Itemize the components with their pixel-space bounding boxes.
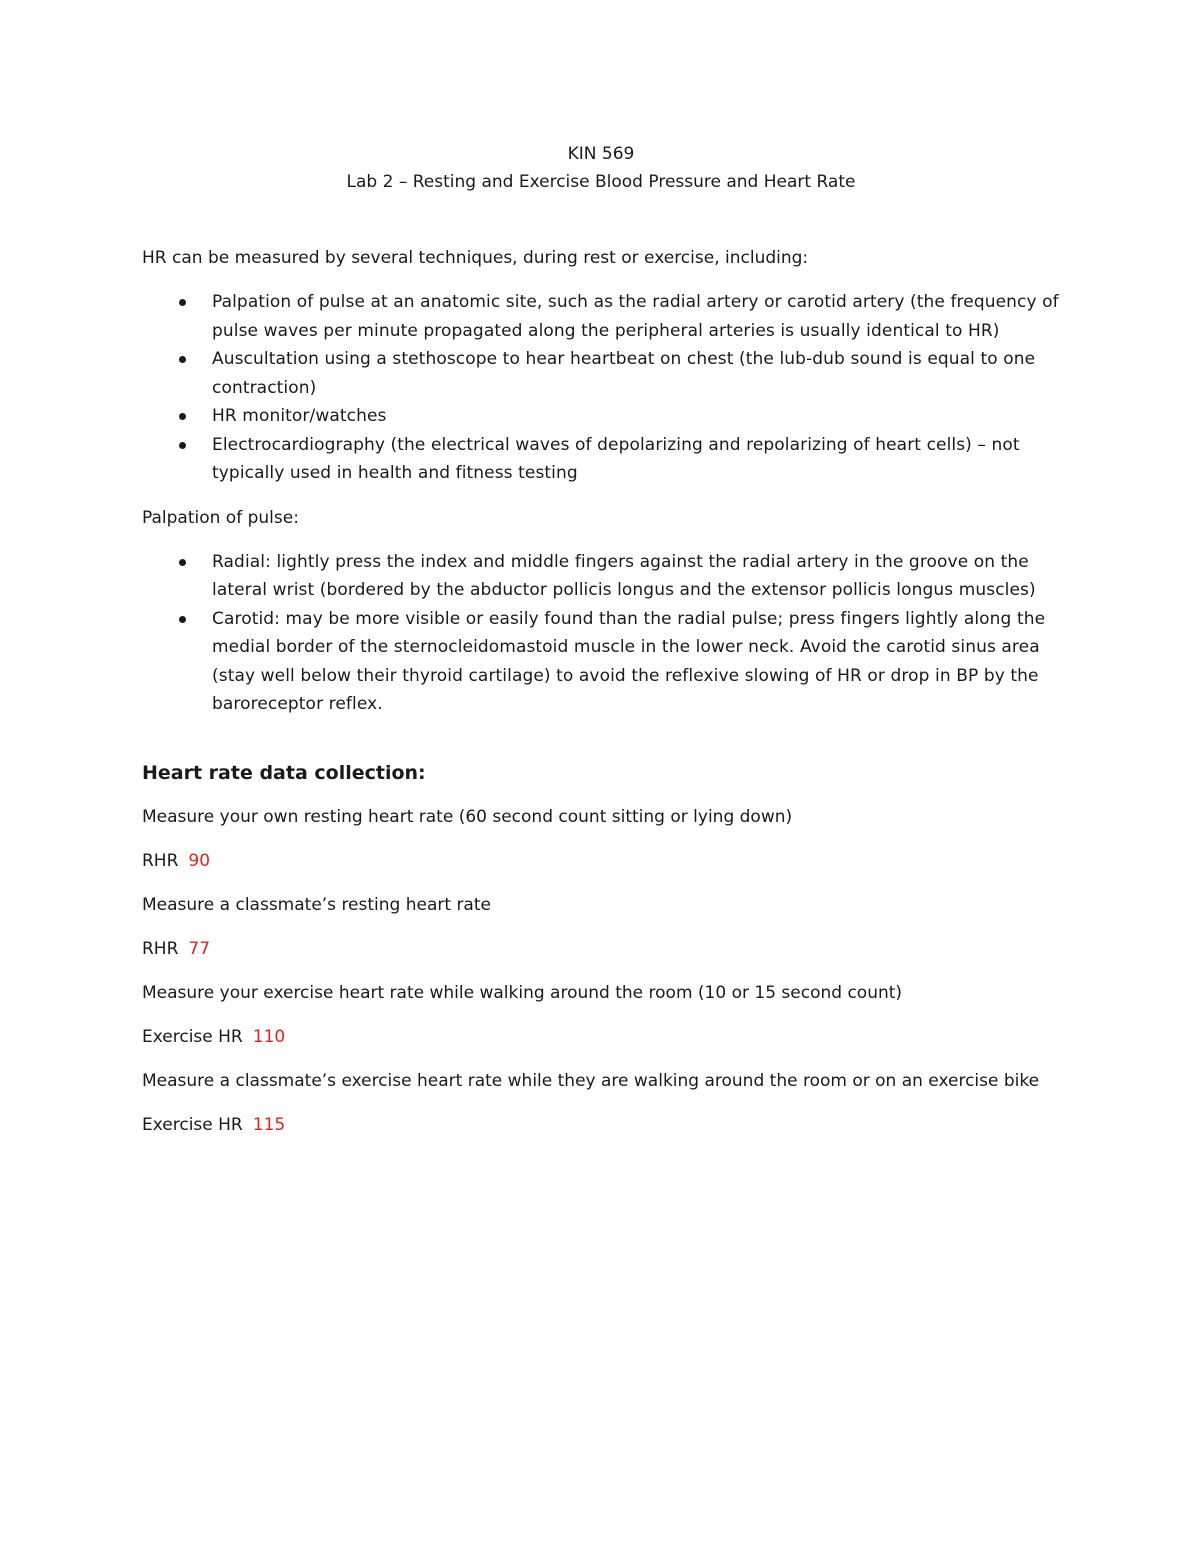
list-item-text: Auscultation using a stethoscope to hear heartbeat on chest (the lub-dub sound is equal to one contraction) bbox=[212, 349, 1036, 398]
measurement-value: 110 bbox=[252, 1026, 286, 1047]
measurement-label: RHR bbox=[142, 938, 179, 959]
techniques-list bbox=[142, 288, 1060, 488]
bullet-icon bbox=[179, 413, 186, 420]
list-item bbox=[142, 402, 1060, 431]
measurement-result bbox=[142, 935, 1060, 963]
collection-heading: Heart rate data collection: bbox=[142, 761, 426, 784]
bullet-icon bbox=[179, 299, 186, 306]
measurement-result bbox=[142, 1111, 1060, 1139]
list-item bbox=[142, 345, 1060, 402]
measurement-value: 77 bbox=[188, 938, 211, 959]
measurement-instruction: Measure a classmate’s exercise heart rate while they are walking around the room or on an exercise bike bbox=[142, 1070, 1040, 1091]
lab-title: Lab 2 – Resting and Exercise Blood Pressure and Heart Rate bbox=[346, 172, 856, 192]
measurement-label: RHR bbox=[142, 850, 179, 871]
list-item bbox=[142, 288, 1060, 345]
measurement-label: Exercise HR bbox=[142, 1114, 243, 1135]
list-item-text: Carotid: may be more visible or easily found than the radial pulse; press fingers lightly along the medial border of the sternocleidomastoid muscle in the lower neck. Avoid the carotid sinus area (stay well below their thyroid cartilage) to avoid the reflexive slowing of HR or drop in BP by the baroreceptor reflex. bbox=[212, 608, 1046, 714]
measurement-value: 115 bbox=[252, 1114, 286, 1135]
bullet-icon bbox=[179, 356, 186, 363]
bullet-icon bbox=[179, 616, 186, 623]
list-item bbox=[142, 431, 1060, 488]
list-item-text: Electrocardiography (the electrical waves of depolarizing and repolarizing of heart cells) – not typically used in health and fitness testing bbox=[212, 434, 1020, 483]
list-item-text: HR monitor/watches bbox=[212, 406, 387, 426]
measurement-instruction: Measure a classmate’s resting heart rate bbox=[142, 894, 491, 915]
palpation-list bbox=[142, 548, 1060, 719]
measurement-result bbox=[142, 1023, 1060, 1051]
list-item-text: Radial: lightly press the index and middle fingers against the radial artery in the groove on the lateral wrist (bordered by the abductor pollicis longus and the extensor pollicis longus muscles) bbox=[212, 551, 1036, 600]
palpation-heading: Palpation of pulse: bbox=[142, 507, 299, 528]
bullet-icon bbox=[179, 559, 186, 566]
measurement-instruction: Measure your exercise heart rate while walking around the room (10 or 15 second count) bbox=[142, 982, 903, 1003]
title-block bbox=[142, 140, 1060, 196]
list-item bbox=[142, 548, 1060, 605]
bullet-icon bbox=[179, 442, 186, 449]
course-code: KIN 569 bbox=[567, 144, 635, 164]
measurement-instruction: Measure your own resting heart rate (60 second count sitting or lying down) bbox=[142, 806, 793, 827]
measurement-value: 90 bbox=[188, 850, 211, 871]
list-item-text: Palpation of pulse at an anatomic site, such as the radial artery or carotid artery (the frequency of pulse waves per minute propagated along the peripheral arteries is usually identical to HR) bbox=[212, 292, 1059, 341]
measurement-result bbox=[142, 847, 1060, 875]
intro-paragraph: HR can be measured by several techniques, during rest or exercise, including: bbox=[142, 248, 809, 268]
list-item bbox=[142, 605, 1060, 719]
measurement-label: Exercise HR bbox=[142, 1026, 243, 1047]
